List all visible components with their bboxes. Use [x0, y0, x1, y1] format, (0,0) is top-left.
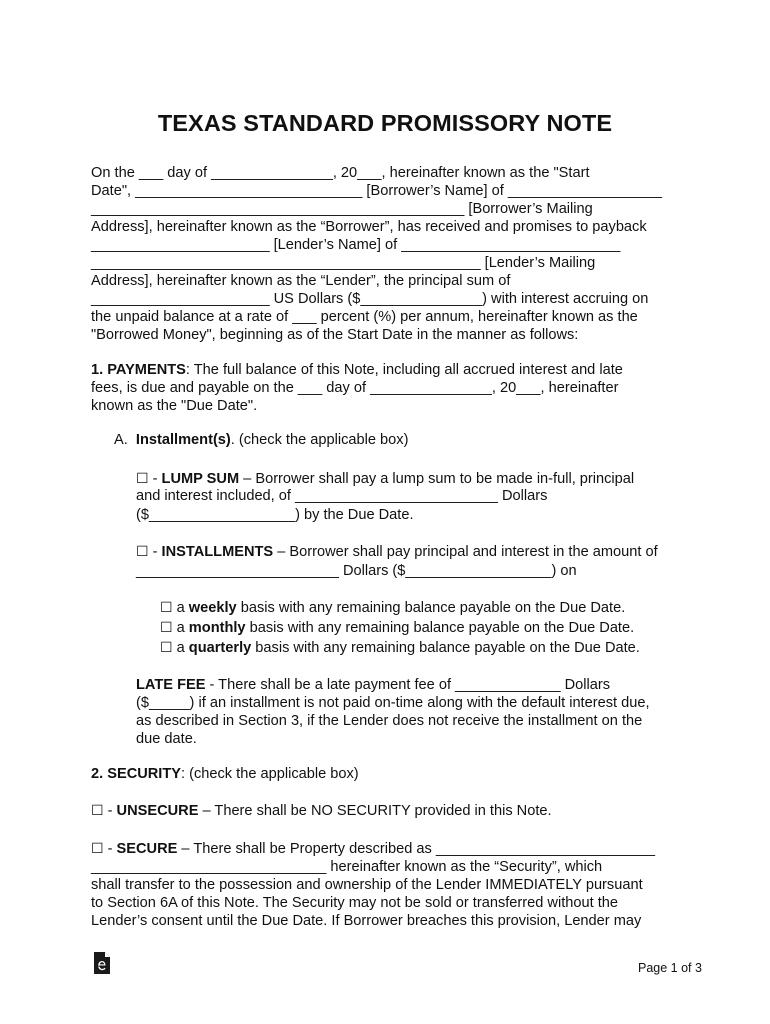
intro-line: Address], hereinafter known as the “Lender”, the principal sum of	[91, 273, 511, 289]
document-title: TEXAS STANDARD PROMISSORY NOTE	[157, 110, 613, 136]
lump-sum-label: LUMP SUM	[161, 471, 240, 487]
monthly-checkbox[interactable]: ☐	[160, 619, 173, 635]
unsecure-checkbox[interactable]: ☐	[91, 802, 104, 818]
monthly-option	[160, 619, 634, 637]
unsecure-label: UNSECURE	[116, 803, 199, 819]
lump-sum-checkbox[interactable]: ☐	[136, 470, 149, 486]
intro-line: On the ___ day of _______________, 20___, hereinafter known as the "Start	[91, 165, 590, 181]
monthly-word: monthly	[188, 620, 246, 636]
lump-sum-text: – Borrower shall pay a lump sum to be made in-full, principal	[239, 471, 635, 487]
separator-dash: -	[103, 803, 117, 819]
intro-line: ______________________________________________ [Borrower’s Mailing	[91, 201, 593, 217]
security-note: : (check the applicable box)	[181, 766, 359, 782]
quarterly-option	[160, 639, 640, 657]
installments-checkbox[interactable]: ☐	[136, 543, 149, 559]
late-fee-line: ($_____) if an installment is not paid on-time along with the default interest due,	[136, 695, 650, 711]
payments-line	[91, 362, 623, 379]
payments-text: : The full balance of this Note, including all accrued interest and late	[185, 362, 623, 378]
quarterly-word: quarterly	[188, 640, 252, 656]
intro-line: ______________________ [Lender’s Name] of ___________________________	[91, 237, 621, 253]
secure-label: SECURE	[116, 841, 178, 857]
payments-line: fees, is due and payable on the ___ day of _______________, 20___, hereinafter	[91, 380, 619, 396]
eforms-logo-icon	[92, 950, 112, 976]
installments-option-line	[136, 543, 658, 561]
installments-option-line: _________________________ Dollars ($__________________) on	[136, 563, 577, 579]
quarterly-prefix: a	[172, 640, 189, 656]
weekly-word: weekly	[188, 600, 237, 616]
installments-letter: A.	[114, 432, 136, 448]
intro-line: the unpaid balance at a rate of ___ percent (%) per annum, hereinafter known as the	[91, 309, 638, 325]
payments-heading: 1. PAYMENTS	[91, 362, 186, 378]
secure-line: Lender’s consent until the Due Date. If Borrower breaches this provision, Lender may	[91, 913, 642, 929]
intro-line: Date", ____________________________ [Borrower’s Name] of ___________________	[91, 183, 663, 199]
secure-line: _____________________________ hereinafter known as the “Security”, which	[91, 859, 603, 875]
monthly-text: basis with any remaining balance payable on the Due Date.	[245, 620, 635, 636]
installments-heading: Installment(s)	[135, 432, 231, 448]
quarterly-checkbox[interactable]: ☐	[160, 639, 173, 655]
security-heading: 2. SECURITY	[91, 766, 182, 782]
secure-line: to Section 6A of this Note. The Security may not be sold or transferred without the	[91, 895, 619, 911]
lump-sum-line	[136, 470, 634, 488]
intro-line: "Borrowed Money", beginning as of the Start Date in the manner as follows:	[91, 327, 579, 343]
installments-text: – Borrower shall pay principal and interest in the amount of	[273, 544, 658, 560]
late-fee-line: as described in Section 3, if the Lender does not receive the installment on the	[136, 713, 643, 729]
late-fee-text: - There shall be a late payment fee of _____________ Dollars	[205, 677, 611, 693]
late-fee-line: due date.	[136, 731, 197, 747]
weekly-checkbox[interactable]: ☐	[160, 599, 173, 615]
quarterly-text: basis with any remaining balance payable on the Due Date.	[251, 640, 640, 656]
intro-line: ______________________ US Dollars ($_______________) with interest accruing on	[91, 291, 649, 307]
unsecure-option	[91, 802, 552, 820]
late-fee-heading: LATE FEE	[136, 677, 206, 693]
monthly-prefix: a	[172, 620, 189, 636]
separator-dash: -	[103, 841, 117, 857]
separator-dash: -	[148, 471, 162, 487]
intro-line: Address], hereinafter known as the “Borrower”, has received and promises to payback	[91, 219, 647, 235]
secure-text: – There shall be Property described as ___________________________	[177, 841, 656, 857]
payments-line: known as the "Due Date".	[91, 398, 258, 414]
secure-line: shall transfer to the possession and ownership of the Lender IMMEDIATELY pursuant	[91, 877, 643, 893]
unsecure-text: – There shall be NO SECURITY provided in this Note.	[198, 803, 552, 819]
security-heading-line	[91, 766, 359, 783]
lump-sum-line: ($__________________) by the Due Date.	[136, 507, 414, 523]
secure-option	[91, 840, 655, 858]
separator-dash: -	[148, 544, 162, 560]
weekly-text: basis with any remaining balance payable on the Due Date.	[236, 600, 626, 616]
page-number: Page 1 of 3	[638, 961, 702, 975]
intro-line: ________________________________________________ [Lender’s Mailing	[91, 255, 596, 271]
lump-sum-line: and interest included, of _________________________ Dollars	[136, 488, 548, 504]
installments-label: INSTALLMENTS	[161, 544, 274, 560]
installments-note: . (check the applicable box)	[230, 432, 409, 448]
installments-heading-line	[114, 432, 408, 449]
secure-checkbox[interactable]: ☐	[91, 840, 104, 856]
late-fee-line	[136, 677, 610, 694]
weekly-prefix: a	[172, 600, 189, 616]
weekly-option	[160, 599, 625, 617]
